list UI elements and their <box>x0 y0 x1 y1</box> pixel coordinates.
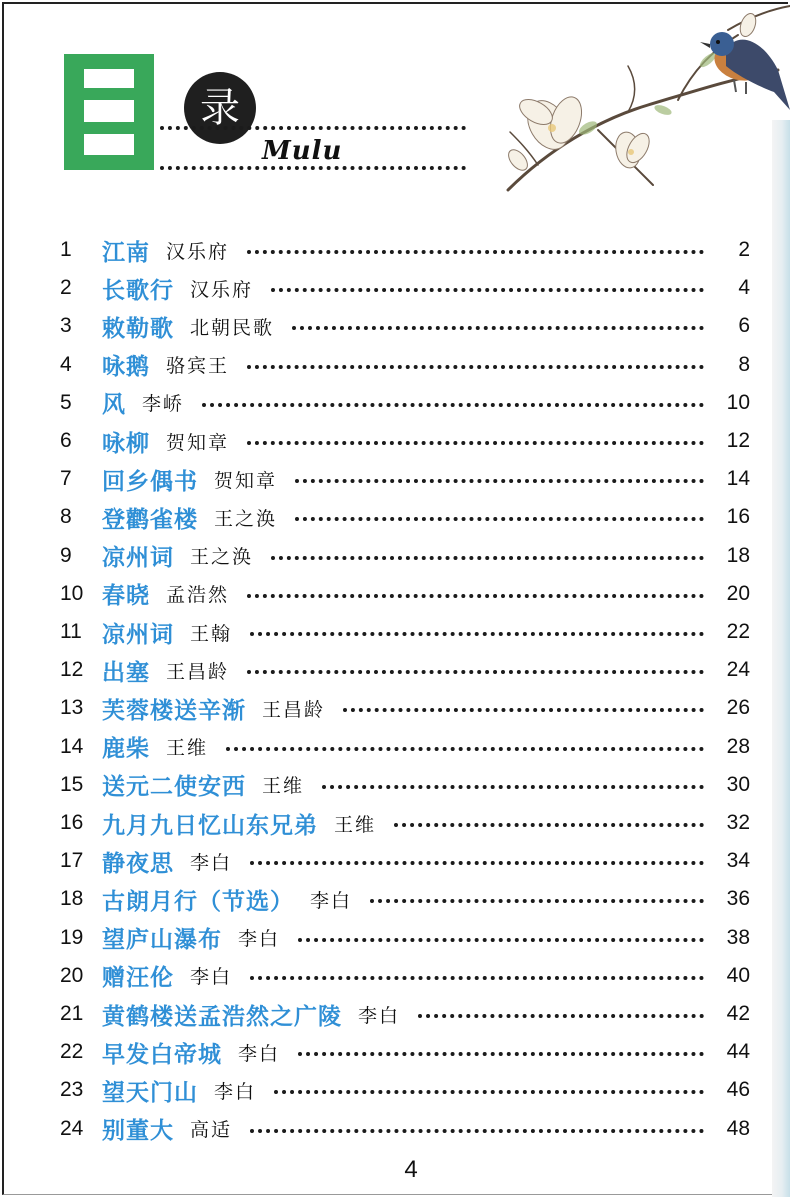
toc-entry-title[interactable]: 芙蓉楼送辛渐 <box>102 697 246 724</box>
heading-big-character <box>64 54 154 170</box>
toc-entry-page: 36 <box>726 887 750 911</box>
toc-dot-leader <box>418 1014 704 1018</box>
toc-entry[interactable] <box>60 842 750 880</box>
toc-entry-number: 9 <box>60 543 72 567</box>
toc-entry-author: 王昌龄 <box>166 660 230 683</box>
toc-entry-title[interactable]: 望庐山瀑布 <box>102 927 222 954</box>
toc-entry-number: 8 <box>60 505 72 529</box>
toc-entry-page: 6 <box>738 314 750 338</box>
toc-entry-number: 3 <box>60 314 72 338</box>
toc-entry-title[interactable]: 别董大 <box>102 1118 174 1145</box>
toc-dot-leader <box>370 899 704 903</box>
toc-entry-title[interactable]: 长歌行 <box>102 277 174 304</box>
toc-entry-number: 23 <box>60 1078 84 1102</box>
toc-entry-number: 20 <box>60 963 84 987</box>
heading-pinyin: Mulu <box>262 136 343 166</box>
toc-entry-page: 34 <box>726 849 750 873</box>
toc-dot-leader <box>271 556 704 560</box>
toc-entry-number: 12 <box>60 658 84 682</box>
toc-entry-page: 48 <box>726 1116 750 1140</box>
toc-entry-number: 13 <box>60 696 84 720</box>
toc-entry-number: 5 <box>60 390 72 414</box>
toc-entry-number: 15 <box>60 772 84 796</box>
toc-entry-author: 李白 <box>310 889 353 912</box>
toc-entry[interactable] <box>60 613 750 651</box>
toc-entry-author: 李白 <box>238 928 281 951</box>
toc-dot-leader <box>295 517 704 521</box>
toc-dot-leader <box>247 441 704 445</box>
toc-entry-author: 骆宾王 <box>166 355 230 378</box>
toc-dot-leader <box>247 250 704 254</box>
toc-entry-title[interactable]: 早发白帝城 <box>102 1041 222 1068</box>
toc-entry-page: 30 <box>726 772 750 796</box>
toc-entry-page: 8 <box>738 352 750 376</box>
toc-dot-leader <box>250 861 704 865</box>
toc-entry-author: 汉乐府 <box>166 240 230 263</box>
toc-entry[interactable] <box>60 346 750 384</box>
toc-entry-title[interactable]: 黄鹤楼送孟浩然之广陵 <box>102 1003 342 1030</box>
toc-entry-number: 6 <box>60 429 72 452</box>
toc-entry-title[interactable]: 鹿柴 <box>102 736 150 763</box>
toc-entry[interactable] <box>60 384 750 422</box>
big-char-stroke <box>64 54 84 170</box>
toc-entry-number: 17 <box>60 849 84 873</box>
toc-entry-title[interactable]: 静夜思 <box>102 850 174 877</box>
toc-entry-title[interactable]: 敕勒歌 <box>102 315 174 342</box>
toc-entry[interactable] <box>60 689 750 727</box>
toc-entry-number: 19 <box>60 925 84 949</box>
toc-entry-author: 高适 <box>190 1119 233 1142</box>
toc-entry-title[interactable]: 风 <box>102 392 126 419</box>
toc-entry-title[interactable]: 望天门山 <box>102 1079 198 1106</box>
toc-entry-number: 21 <box>60 1002 84 1025</box>
toc-dot-leader <box>298 1052 704 1056</box>
toc-entry-number: 7 <box>60 467 72 491</box>
toc-entry-title[interactable]: 江南 <box>102 239 150 266</box>
toc-entry-page: 32 <box>726 811 750 834</box>
toc-entry-page: 20 <box>726 581 750 605</box>
toc-dot-leader <box>298 938 704 942</box>
toc-entry-page: 16 <box>726 505 750 529</box>
toc-entry[interactable] <box>60 269 750 307</box>
toc-entry[interactable] <box>60 880 750 918</box>
big-char-stroke <box>64 88 154 100</box>
toc-entry-number: 18 <box>60 887 84 911</box>
toc-entry-number: 14 <box>60 734 84 758</box>
toc-entry-author: 王维 <box>334 813 377 836</box>
toc-entry[interactable] <box>60 957 750 995</box>
toc-entry-number: 11 <box>60 620 82 643</box>
toc-dot-leader <box>202 403 704 407</box>
toc-entry-number: 16 <box>60 811 84 834</box>
toc-entry-page: 4 <box>738 276 750 300</box>
toc-entry-page: 38 <box>726 925 750 949</box>
toc-entry-author: 王昌龄 <box>262 698 326 721</box>
heading-circle-character: 录 <box>184 72 256 144</box>
toc-entry-author: 孟浩然 <box>166 584 230 607</box>
toc-entry-author: 王翰 <box>190 622 233 645</box>
toc-dot-leader <box>250 1129 704 1133</box>
toc-dot-leader <box>271 288 704 292</box>
toc-entry-page: 44 <box>726 1040 750 1064</box>
toc-entry-title[interactable]: 凉州词 <box>102 621 174 648</box>
toc-entry-page: 40 <box>726 963 750 987</box>
toc-entry-author: 王维 <box>166 737 209 760</box>
toc-entry-title[interactable]: 九月九日忆山东兄弟 <box>102 812 318 839</box>
toc-entry[interactable] <box>60 995 750 1033</box>
toc-entry-author: 汉乐府 <box>190 278 254 301</box>
toc-entry-number: 10 <box>60 581 84 605</box>
toc-dot-leader <box>247 670 704 674</box>
toc-entry-number: 2 <box>60 276 72 300</box>
toc-dot-leader <box>247 594 704 598</box>
toc-entry[interactable] <box>60 728 750 766</box>
toc-entry-page: 22 <box>726 620 750 643</box>
toc-dot-leader <box>274 1090 704 1094</box>
toc-dot-leader <box>295 479 704 483</box>
toc-entry-title[interactable]: 凉州词 <box>102 545 174 572</box>
toc-entry-author: 贺知章 <box>214 469 278 492</box>
toc-entry-page: 46 <box>726 1078 750 1102</box>
big-char-stroke <box>64 122 154 134</box>
toc-entry-author: 王之涣 <box>190 546 254 569</box>
toc-entry[interactable] <box>60 1110 750 1148</box>
toc-dot-leader <box>322 785 704 789</box>
toc-entry-author: 王维 <box>262 775 305 798</box>
toc-entry-title[interactable]: 送元二使安西 <box>102 774 246 801</box>
toc-entry-page: 28 <box>726 734 750 758</box>
heading-dotted-line-bottom <box>160 166 466 170</box>
toc-dot-leader <box>247 365 704 369</box>
toc-entry-page: 42 <box>726 1002 750 1025</box>
toc-entry-author: 李白 <box>214 1080 257 1103</box>
toc-entry-author: 李白 <box>238 1042 281 1065</box>
toc-entry[interactable] <box>60 651 750 689</box>
toc-entry-author: 李白 <box>190 966 233 989</box>
toc-entry-page: 10 <box>726 390 750 414</box>
heading-dotted-line-top <box>160 126 466 130</box>
toc-entry[interactable] <box>60 422 750 460</box>
toc-entry[interactable] <box>60 1033 750 1071</box>
toc-dot-leader <box>226 747 704 751</box>
toc-entry-author: 李峤 <box>142 393 185 416</box>
toc-entry-title[interactable]: 赠汪伦 <box>102 965 174 992</box>
toc-entry[interactable] <box>60 804 750 842</box>
page-number: 4 <box>404 1156 418 1183</box>
bird-magnolia-painting <box>478 0 790 200</box>
toc-dot-leader <box>292 326 704 330</box>
toc-entry-title[interactable]: 咏柳 <box>102 430 150 457</box>
toc-entry-number: 4 <box>60 352 72 376</box>
toc-entry[interactable] <box>60 307 750 345</box>
toc-entry[interactable] <box>60 766 750 804</box>
toc-entry[interactable] <box>60 537 750 575</box>
toc-entry[interactable] <box>60 575 750 613</box>
toc-dot-leader <box>343 708 704 712</box>
toc-entry-number: 24 <box>60 1116 84 1140</box>
toc-entry-author: 李白 <box>358 1004 401 1027</box>
toc-entry-page: 18 <box>726 543 750 567</box>
toc-entry-author: 北朝民歌 <box>190 316 275 339</box>
toc-entry[interactable] <box>60 919 750 957</box>
toc-entry[interactable] <box>60 1071 750 1109</box>
toc-entry-number: 22 <box>60 1040 84 1064</box>
toc-entry[interactable] <box>60 498 750 536</box>
toc-entry-title[interactable]: 古朗月行（节选） <box>102 888 294 915</box>
toc-dot-leader <box>250 976 704 980</box>
toc-dot-leader <box>394 823 704 827</box>
big-char-stroke <box>64 155 154 170</box>
toc-entry-page: 24 <box>726 658 750 682</box>
toc-entry[interactable] <box>60 460 750 498</box>
toc-entry-title[interactable]: 登鹳雀楼 <box>102 506 198 533</box>
toc-entry-number: 1 <box>60 238 72 261</box>
big-char-stroke <box>64 54 154 69</box>
toc-entry-page: 14 <box>726 467 750 491</box>
toc-entry-page: 12 <box>726 429 750 452</box>
toc-entry-title[interactable]: 出塞 <box>102 659 150 686</box>
toc-entry-author: 王之涣 <box>214 507 278 530</box>
toc-entry-author: 李白 <box>190 851 233 874</box>
toc-entry-title[interactable]: 春晓 <box>102 583 150 610</box>
toc-entry-page: 26 <box>726 696 750 720</box>
toc-entry-title[interactable]: 回乡偶书 <box>102 468 198 495</box>
toc-entry[interactable] <box>60 231 750 269</box>
toc-entry-page: 2 <box>738 238 750 261</box>
toc-entry-title[interactable]: 咏鹅 <box>102 354 150 381</box>
page-edge-shade <box>772 120 790 1197</box>
big-char-stroke <box>134 54 154 170</box>
toc-dot-leader <box>250 632 704 636</box>
toc-entry-author: 贺知章 <box>166 431 230 454</box>
